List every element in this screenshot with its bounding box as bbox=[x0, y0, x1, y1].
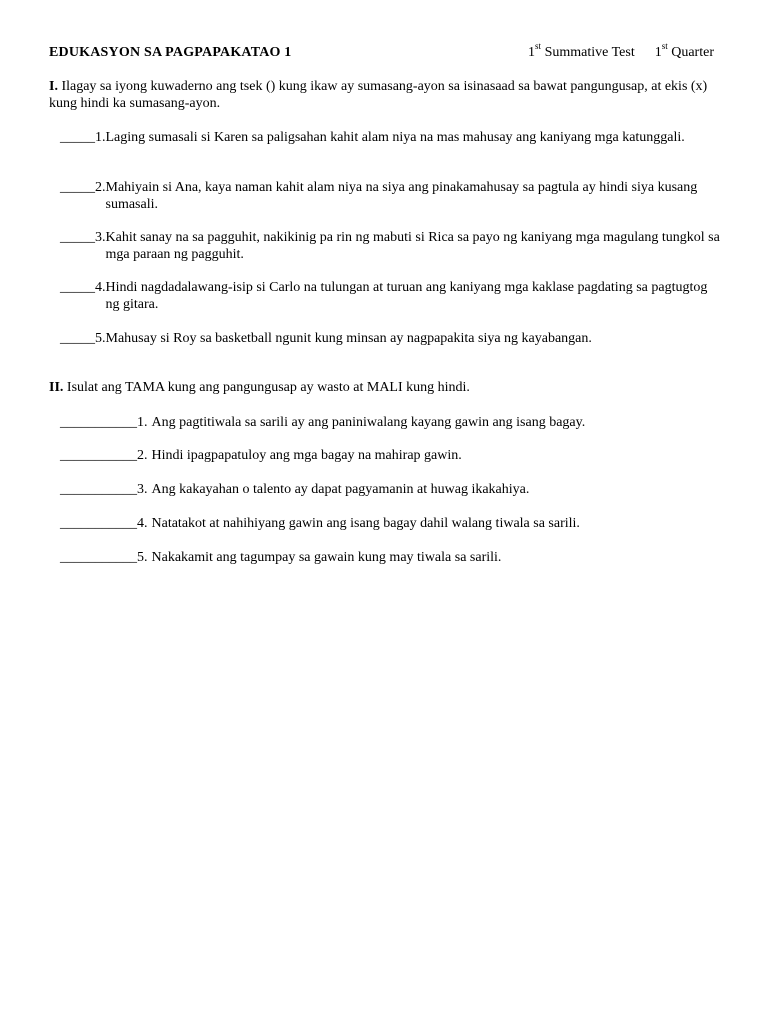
part1-instruction-text: Ilagay sa iyong kuwaderno ang tsek () kung ikaw ay sumasang-ayon sa isinasaad sa bawat pangungusap, at ekis (x) kung hindi ka sumasang-ayon. bbox=[49, 79, 708, 111]
part2-roman: II. bbox=[49, 380, 64, 395]
part1-item bbox=[60, 279, 720, 313]
item-text: Ang pagtitiwala sa sarili ay ang paniniwalang kayang gawin ang isang bagay. bbox=[151, 415, 586, 430]
part2-item bbox=[60, 414, 720, 431]
item-text: Kahit sanay na sa pagguhit, nakikinig pa rin ng mabuti si Rica sa payo ng kaniyang mga magulang tungkol sa mga paraan ng pagguhit. bbox=[105, 230, 720, 262]
part2-item bbox=[60, 515, 720, 532]
answer-blank[interactable]: _____ bbox=[60, 180, 95, 195]
answer-blank[interactable]: _____ bbox=[60, 280, 95, 295]
answer-blank[interactable]: ___________ bbox=[60, 516, 137, 531]
item-number: 5. bbox=[137, 550, 148, 565]
part1-item bbox=[60, 179, 720, 213]
item-number: 2. bbox=[95, 180, 106, 195]
item-number: 1. bbox=[137, 415, 148, 430]
answer-blank[interactable]: ___________ bbox=[60, 482, 137, 497]
answer-blank[interactable]: _____ bbox=[60, 331, 95, 346]
item-text: Natatakot at nahihiyang gawin ang isang bagay dahil walang tiwala sa sarili. bbox=[151, 516, 580, 531]
part1-roman: I. bbox=[49, 79, 58, 94]
item-text: Hindi nagdadalawang-isip si Carlo na tulungan at turuan ang kaniyang mga kaklase pagdating sa pagtugtog ng gitara. bbox=[105, 280, 708, 312]
answer-blank[interactable]: _____ bbox=[60, 130, 95, 145]
item-number: 3. bbox=[137, 482, 148, 497]
answer-blank[interactable]: _____ bbox=[60, 230, 95, 245]
item-text: Mahiyain si Ana, kaya naman kahit alam niya na siya ang pinakamahusay sa pagtula ay hindi siya kusang sumasali. bbox=[105, 180, 698, 212]
part2-instruction-text: Isulat ang TAMA kung ang pangungusap ay wasto at MALI kung hindi. bbox=[63, 380, 470, 395]
item-number: 4. bbox=[137, 516, 148, 531]
part2-instruction bbox=[49, 379, 719, 396]
item-number: 4. bbox=[95, 280, 106, 295]
item-number: 3. bbox=[95, 230, 106, 245]
quarter-label: Quarter bbox=[667, 45, 714, 60]
part1-item bbox=[60, 330, 720, 347]
item-text: Ang kakayahan o talento ay dapat pagyamanin at huwag ikakahiya. bbox=[151, 482, 530, 497]
item-text: Laging sumasali si Karen sa paligsahan kahit alam niya na mas mahusay ang kaniyang mga katunggali. bbox=[105, 130, 685, 145]
test-info bbox=[528, 41, 714, 61]
part1-item bbox=[60, 129, 720, 146]
test-label: Summative Test bbox=[541, 45, 635, 60]
part1-instruction bbox=[49, 78, 719, 112]
item-number: 1. bbox=[95, 130, 106, 145]
answer-blank[interactable]: ___________ bbox=[60, 448, 137, 463]
item-text: Nakakamit ang tagumpay sa gawain kung may tiwala sa sarili. bbox=[151, 550, 502, 565]
item-number: 5. bbox=[95, 331, 106, 346]
answer-blank[interactable]: ___________ bbox=[60, 415, 137, 430]
test-number: 1 bbox=[528, 45, 536, 60]
quarter-number: 1 bbox=[654, 45, 662, 60]
document-header bbox=[49, 41, 719, 62]
item-text: Hindi ipagpapatuloy ang mga bagay na mahirap gawin. bbox=[151, 448, 462, 463]
part1-item bbox=[60, 229, 720, 263]
item-text: Mahusay si Roy sa basketball ngunit kung minsan ay nagpapakita siya ng kayabangan. bbox=[105, 331, 592, 346]
subject-title: EDUKASYON SA PAGPAPAKATAO 1 bbox=[49, 45, 292, 60]
test-number-suffix: st bbox=[535, 41, 542, 52]
quarter-number-suffix: st bbox=[661, 41, 668, 52]
item-number: 2. bbox=[137, 448, 148, 463]
part2-item bbox=[60, 549, 720, 566]
part2-item bbox=[60, 447, 720, 464]
answer-blank[interactable]: ___________ bbox=[60, 550, 137, 565]
part2-item bbox=[60, 481, 720, 498]
